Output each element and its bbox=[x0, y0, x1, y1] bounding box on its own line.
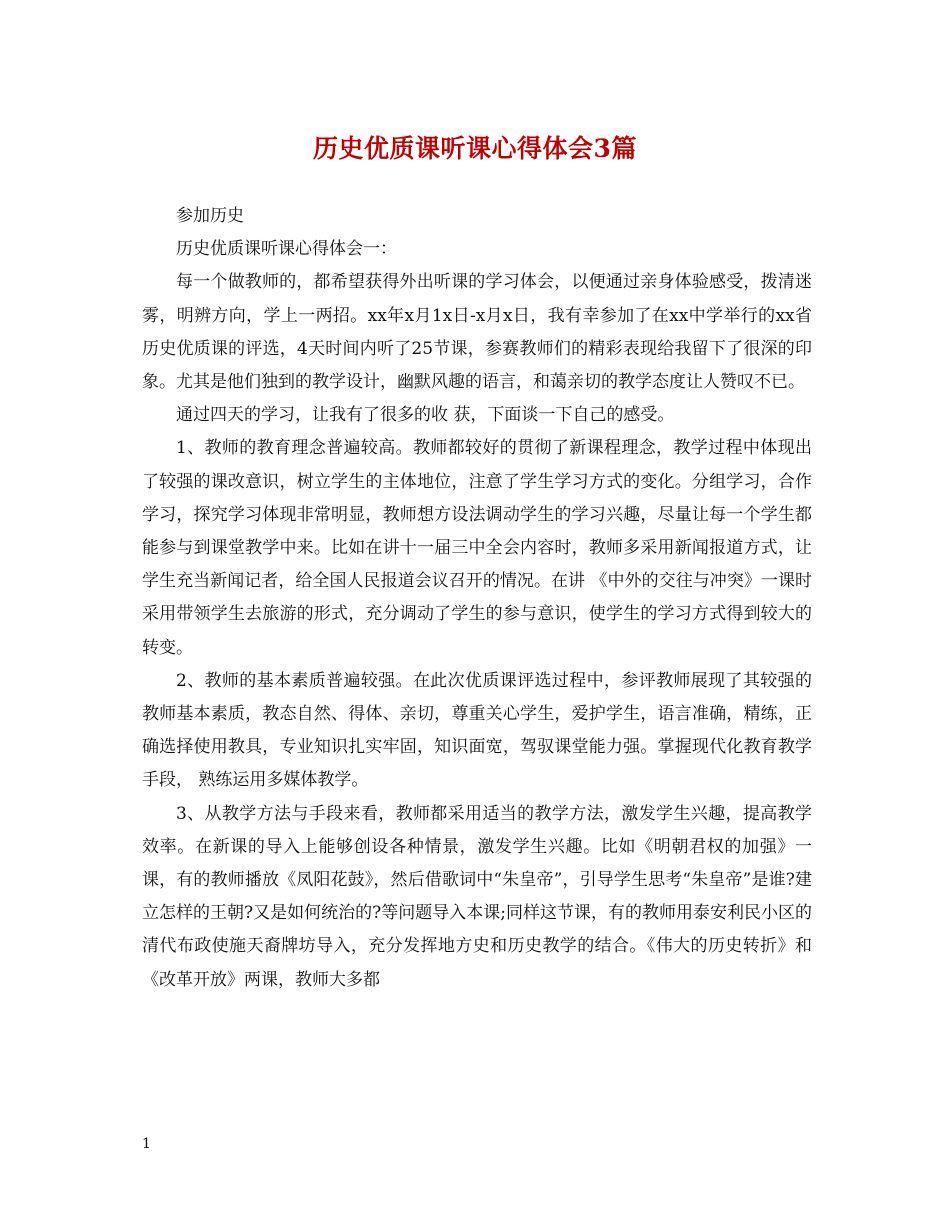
paragraph-intro: 参加历史 bbox=[176, 206, 244, 226]
paragraph-point-3: 3、从教学方法与手段来看，教师都采用适当的教学方法，激发学生兴趣，提高教学效率。在新课的导入上能够创设各种情景，激发学生兴趣。比如《明朝君权的加强》一课，有的教师播放《凤阳花鼓》，然后借歌词中“朱皇帝”，引导学生思考“朱皇帝”是谁?建立怎样的王朝?又是如何统治的?等问题导入本课;同样这节课，有的教师用泰安利民小区的清代布政使施天裔牌坊导入，充分发挥地方史和历史教学的结合。《伟大的历史转折》和《改革开放》两课，教师大多都 bbox=[142, 803, 812, 990]
paragraph-section-heading: 历史优质课听课心得体会一： bbox=[176, 239, 397, 260]
page-number: 1 bbox=[142, 1136, 151, 1152]
document-title: 历史优质课听课心得体会3篇 bbox=[313, 134, 637, 163]
paragraph-point-1: 1、教师的教育理念普遍较高。教师都较好的贯彻了新课程理念，教学过程中体现出了较强的课改意识，树立学生的主体地位，注意了学生学习方式的变化。分组学习，合作学习，探究学习体现非常明显，教师想方设法调动学生的学习兴趣，尽量让每一个学生都能参与到课堂教学中来。比如在讲十一届三中全会内容时，教师多采用新闻报道方式，让学生充当新闻记者，给全国人民报道会议召开的情况。在讲 《中外的交往与冲突》一课时采用带领学生去旅游的形式，充分调动了学生的参与意识，使学生的学习方式得到较大的转变。 bbox=[142, 438, 812, 658]
paragraph-opening: 每一个做教师的，都希望获得外出听课的学习体会，以便通过亲身体验感受，拨清迷雾，明辨方向，学上一两招。xx年x月1x日-x月x日，我有幸参加了在xx中学举行的xx省历史优质课的评选，4天时间内听了25节课，参赛教师们的精彩表现给我留下了很深的印象。尤其是他们独到的教学设计，幽默风趣的语言，和蔼亲切的教学态度让人赞叹不已。 bbox=[142, 272, 812, 393]
document-body bbox=[142, 200, 812, 997]
paragraph-summary: 通过四天的学习，让我有了很多的收 获，下面谈一下自己的感受。 bbox=[176, 405, 675, 426]
paragraph-point-2: 2、教师的基本素质普遍较强。在此次优质课评选过程中，参评教师展现了其较强的教师基本素质，教态自然、得体、亲切，尊重关心学生，爱护学生，语言准确，精练，正确选择使用教具，专业知识扎实牢固，知识面宽，驾驭课堂能力强。掌握现代化教育教学手段， 熟练运用多媒体教学。 bbox=[142, 670, 812, 791]
